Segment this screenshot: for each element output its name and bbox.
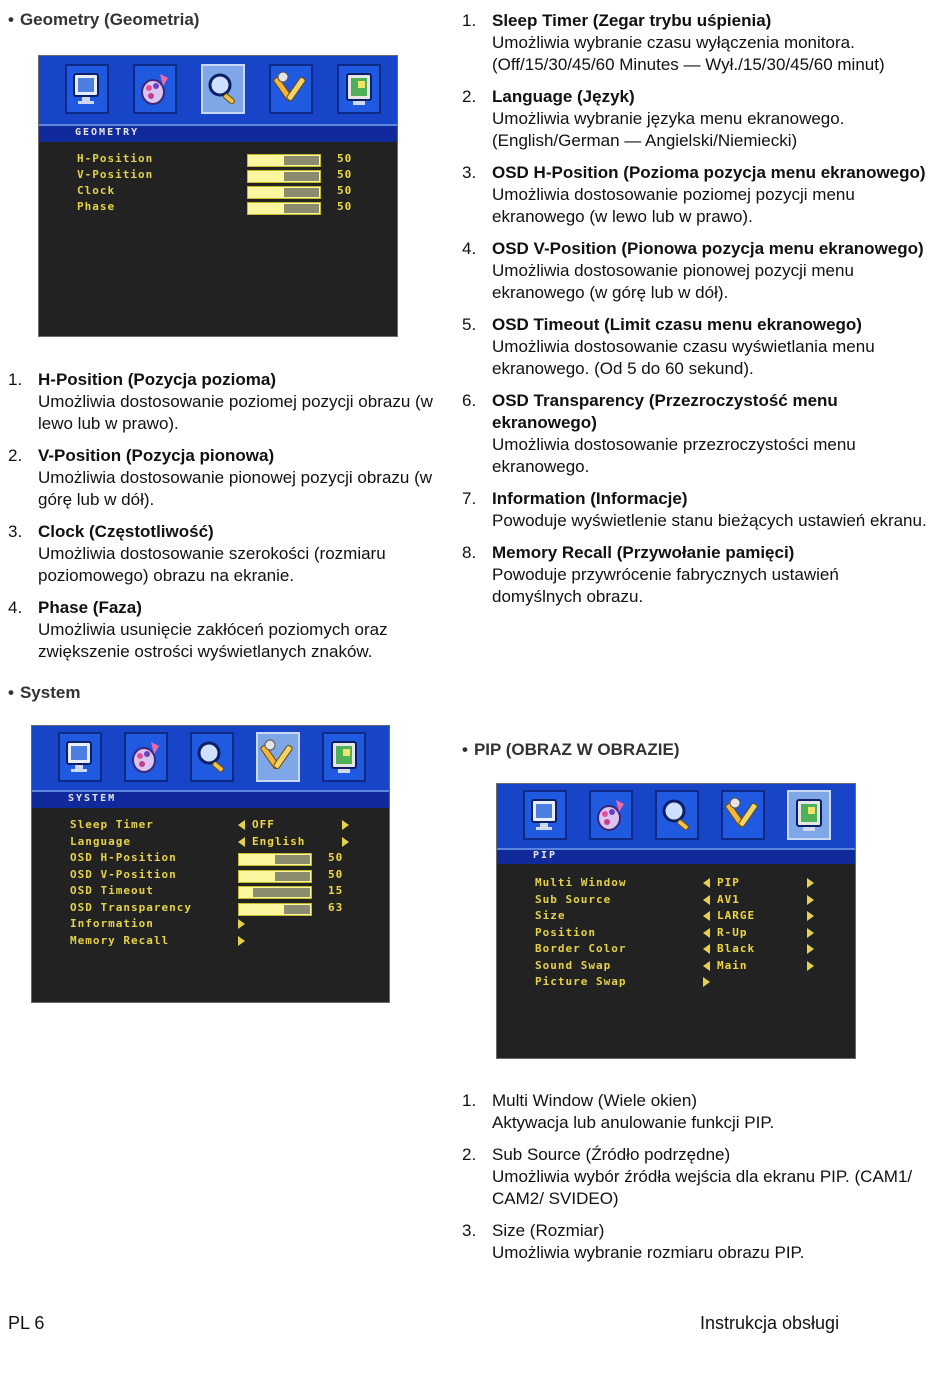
item-title: Sub Source (Źródło podrzędne): [492, 1145, 731, 1164]
osd-menu-row[interactable]: [70, 818, 379, 834]
osd-level-bar-remainder: [284, 172, 319, 181]
item-title: Size (Rozmiar): [492, 1221, 605, 1240]
item-title: H-Position (Pozycja pozioma): [38, 370, 277, 389]
osd-row-value: 50: [328, 867, 344, 881]
item-title: Information (Informacje): [492, 489, 688, 508]
item-number: 3.: [462, 163, 477, 182]
item-title: V-Position (Pozycja pionowa): [38, 446, 275, 465]
item-description: Aktywacja lub anulowanie funkcji PIP.: [492, 1113, 775, 1132]
system-item-list: [462, 10, 932, 608]
osd-level-bar[interactable]: [247, 170, 321, 183]
list-item: [8, 597, 448, 663]
item-title: OSD V-Position (Pionowa pozycja menu ekranowego): [492, 239, 924, 258]
osd-row-label: OSD V-Position: [70, 867, 177, 881]
osd-row-label: OSD H-Position: [70, 851, 177, 864]
osd-menu-row[interactable]: [535, 909, 845, 925]
osd-row-label: Size: [535, 909, 566, 922]
osd-level-bar-remainder: [284, 156, 319, 165]
chevron-right-icon[interactable]: [807, 878, 814, 888]
magnifier-icon[interactable]: [201, 64, 245, 114]
footer-manual-title: Instrukcja obsługi: [700, 1313, 840, 1333]
osd-level-bar[interactable]: [238, 886, 312, 899]
osd-row-label: Picture Swap: [535, 975, 627, 988]
monitor-icon[interactable]: [58, 732, 102, 782]
chevron-right-icon[interactable]: [342, 820, 349, 830]
system-heading: • System: [8, 683, 81, 702]
pip-heading: • PIP (OBRAZ W OBRAZIE): [462, 740, 680, 759]
osd-level-bar-remainder: [275, 872, 310, 881]
color-palette-icon[interactable]: [124, 732, 168, 782]
item-title: Phase (Faza): [38, 598, 142, 617]
magnifier-icon[interactable]: [190, 732, 234, 782]
osd-level-bar-remainder: [253, 888, 310, 897]
list-item: [462, 542, 932, 608]
osd-row-label: Information: [70, 917, 154, 930]
item-description: Umożliwia dostosowanie pionowej pozycji obrazu (w górę lub w dół).: [38, 468, 433, 509]
osd-level-bar[interactable]: [238, 853, 312, 866]
osd-menu-row[interactable]: [535, 959, 845, 975]
osd-row-value: English: [252, 834, 306, 848]
osd-menu-row[interactable]: [535, 975, 845, 991]
osd-row-label: Sleep Timer: [70, 818, 154, 831]
tools-icon[interactable]: [256, 732, 300, 782]
list-item: [462, 1144, 932, 1210]
osd-row-value: Black: [717, 942, 756, 955]
osd-menu-row[interactable]: [70, 851, 379, 867]
item-description: Umożliwia usunięcie zakłóceń poziomych oraz zwiększenie ostrości wyświetlanych znaków.: [38, 620, 388, 661]
system-osd-screenshot: [31, 725, 390, 1003]
item-title: Language (Język): [492, 87, 635, 106]
right-column: [462, 10, 932, 618]
geometry-osd-screenshot: [38, 55, 398, 337]
item-description: Umożliwia dostosowanie poziomej pozycji menu ekranowego (w lewo lub w prawo).: [492, 185, 855, 226]
osd-title-bar: [32, 790, 389, 808]
list-item: [8, 445, 448, 511]
list-item: [462, 390, 932, 478]
pip-icon[interactable]: [322, 732, 366, 782]
pip-icon[interactable]: [337, 64, 381, 114]
item-description: Umożliwia wybranie języka menu ekranowego. (English/German — Angielski/Niemiecki): [492, 109, 845, 150]
osd-menu-row[interactable]: [535, 876, 845, 892]
chevron-right-icon[interactable]: [807, 895, 814, 905]
osd-row-value: PIP: [717, 876, 740, 889]
item-number: 1.: [462, 1091, 477, 1110]
osd-level-bar[interactable]: [247, 186, 321, 199]
item-description: Umożliwia dostosowanie poziomej pozycji obrazu (w lewo lub w prawo).: [38, 392, 433, 433]
osd-row-value: R-Up: [717, 925, 748, 939]
osd-level-bar-remainder: [284, 204, 319, 213]
osd-row-label: OSD Transparency: [70, 900, 192, 914]
osd-title-bar: [39, 124, 397, 142]
item-title: OSD Timeout (Limit czasu menu ekranowego): [492, 315, 862, 334]
item-title: OSD Transparency (Przezroczystość menu ekranowego): [492, 391, 838, 432]
color-palette-icon[interactable]: [133, 64, 177, 114]
osd-menu-row[interactable]: [535, 893, 845, 909]
list-item: [462, 238, 932, 304]
osd-row-value: 50: [337, 152, 353, 165]
osd-row-value: Main: [717, 958, 748, 972]
osd-title: PIP: [533, 850, 558, 861]
chevron-left-icon[interactable]: [703, 961, 710, 971]
osd-row-label: Sub Source: [535, 892, 612, 906]
item-title: Sleep Timer (Zegar trybu uśpienia): [492, 11, 772, 30]
osd-row-value: AV1: [717, 892, 740, 906]
chevron-left-icon[interactable]: [703, 895, 710, 905]
item-number: 7.: [462, 489, 477, 508]
item-number: 4.: [462, 239, 477, 258]
osd-level-bar-remainder: [284, 188, 319, 197]
chevron-left-icon[interactable]: [703, 911, 710, 921]
geometry-item-list: [8, 369, 448, 663]
osd-menu-row[interactable]: [70, 901, 379, 917]
item-description: Umożliwia dostosowanie szerokości (rozmiaru poziomowego) obrazu na ekranie.: [38, 544, 386, 585]
chevron-right-icon[interactable]: [807, 928, 814, 938]
osd-menu-row[interactable]: [70, 934, 379, 950]
osd-icon-bar: [497, 784, 855, 848]
pip-osd-screenshot: [496, 783, 856, 1059]
magnifier-icon[interactable]: [655, 790, 699, 840]
item-number: 5.: [462, 315, 477, 334]
list-item: [462, 488, 932, 532]
chevron-right-icon[interactable]: [807, 911, 814, 921]
list-item: [462, 1220, 932, 1264]
osd-icon-bar: [32, 726, 389, 790]
item-description: Powoduje przywrócenie fabrycznych ustawień domyślnych obrazu.: [492, 565, 839, 606]
osd-row-label: Language: [70, 834, 131, 848]
osd-row-label: Clock: [77, 184, 116, 197]
monitor-icon[interactable]: [523, 790, 567, 840]
osd-row-label: H-Position: [77, 152, 154, 165]
osd-row-value: 50: [337, 184, 353, 197]
item-number: 6.: [462, 391, 477, 410]
osd-title: SYSTEM: [68, 793, 117, 804]
chevron-left-icon[interactable]: [703, 944, 710, 954]
monitor-icon[interactable]: [65, 64, 109, 114]
osd-menu-row[interactable]: [77, 200, 387, 216]
item-number: 8.: [462, 543, 477, 562]
list-item: [462, 1090, 932, 1134]
chevron-right-icon[interactable]: [703, 977, 710, 987]
item-description: Umożliwia dostosowanie przezroczystości menu ekranowego.: [492, 435, 856, 476]
osd-menu-row[interactable]: [77, 152, 387, 168]
osd-level-bar[interactable]: [238, 903, 312, 916]
chevron-left-icon[interactable]: [703, 878, 710, 888]
osd-level-bar-remainder: [284, 905, 310, 914]
osd-row-value: 50: [328, 851, 344, 864]
chevron-left-icon[interactable]: [703, 928, 710, 938]
chevron-right-icon[interactable]: [807, 961, 814, 971]
item-number: 3.: [8, 522, 23, 541]
osd-level-bar[interactable]: [238, 870, 312, 883]
list-item: [8, 369, 448, 435]
osd-menu-row[interactable]: [70, 884, 379, 900]
item-number: 3.: [462, 1221, 477, 1240]
geometry-heading: • Geometry (Geometria): [8, 10, 200, 29]
osd-level-bar[interactable]: [247, 154, 321, 167]
osd-icon-bar: [39, 56, 397, 124]
osd-row-value: 63: [328, 900, 344, 914]
list-item: [462, 314, 932, 380]
item-title: Multi Window (Wiele okien): [492, 1091, 697, 1110]
list-item: [8, 521, 448, 587]
item-description: Umożliwia wybranie czasu wyłączenia monitora. (Off/15/30/45/60 Minutes — Wył./15/30/45/60 minut): [492, 33, 885, 74]
osd-menu-row[interactable]: [535, 942, 845, 958]
item-title: OSD H-Position (Pozioma pozycja menu ekranowego): [492, 163, 926, 182]
pip-item-list: [462, 1090, 932, 1264]
page-number: PL 6: [8, 1313, 45, 1333]
osd-row-label: Multi Window: [535, 876, 627, 889]
osd-row-value: 50: [337, 200, 353, 213]
osd-menu-row[interactable]: [70, 835, 379, 851]
tools-icon[interactable]: [721, 790, 765, 840]
osd-title: GEOMETRY: [75, 127, 140, 138]
item-title: Memory Recall (Przywołanie pamięci): [492, 543, 795, 562]
color-palette-icon[interactable]: [589, 790, 633, 840]
item-title: Clock (Częstotliwość): [38, 522, 214, 541]
chevron-left-icon[interactable]: [238, 837, 245, 847]
osd-level-bar-remainder: [275, 855, 310, 864]
item-description: Powoduje wyświetlenie stanu bieżących ustawień ekranu.: [492, 511, 927, 530]
osd-level-bar[interactable]: [247, 202, 321, 215]
osd-menu-row[interactable]: [77, 184, 387, 200]
osd-row-label: Memory Recall: [70, 933, 170, 947]
osd-title-bar: [497, 848, 855, 864]
osd-row-label: Border Color: [535, 942, 627, 955]
item-number: 2.: [462, 87, 477, 106]
left-column: [8, 10, 448, 30]
item-description: Umożliwia wybranie rozmiaru obrazu PIP.: [492, 1243, 805, 1262]
pip-icon[interactable]: [787, 790, 831, 840]
list-item: [462, 10, 932, 76]
chevron-left-icon[interactable]: [238, 820, 245, 830]
item-number: 2.: [462, 1145, 477, 1164]
item-description: Umożliwia dostosowanie czasu wyświetlania menu ekranowego. (Od 5 do 60 sekund).: [492, 337, 875, 378]
chevron-right-icon[interactable]: [342, 837, 349, 847]
item-number: 4.: [8, 598, 23, 617]
osd-row-value: 50: [337, 168, 353, 181]
chevron-right-icon[interactable]: [807, 944, 814, 954]
chevron-right-icon[interactable]: [238, 936, 245, 946]
item-number: 1.: [8, 370, 23, 389]
item-number: 2.: [8, 446, 23, 465]
osd-menu-row[interactable]: [70, 917, 379, 933]
osd-row-label: OSD Timeout: [70, 884, 154, 897]
item-description: Umożliwia dostosowanie pionowej pozycji menu ekranowego (w górę lub w dół).: [492, 261, 854, 302]
osd-row-value: OFF: [252, 818, 275, 831]
list-item: [462, 162, 932, 228]
osd-menu-row[interactable]: [70, 868, 379, 884]
tools-icon[interactable]: [269, 64, 313, 114]
osd-row-label: Position: [535, 925, 596, 939]
osd-menu-row[interactable]: [535, 926, 845, 942]
osd-row-label: Sound Swap: [535, 958, 612, 972]
chevron-right-icon[interactable]: [238, 919, 245, 929]
osd-menu-row[interactable]: [77, 168, 387, 184]
item-number: 1.: [462, 11, 477, 30]
item-description: Umożliwia wybór źródła wejścia dla ekranu PIP. (CAM1/ CAM2/ SVIDEO): [492, 1167, 913, 1208]
list-item: [462, 86, 932, 152]
osd-row-value: LARGE: [717, 909, 756, 922]
osd-row-label: V-Position: [77, 168, 154, 181]
osd-row-value: 15: [328, 884, 344, 897]
osd-row-label: Phase: [77, 200, 116, 213]
